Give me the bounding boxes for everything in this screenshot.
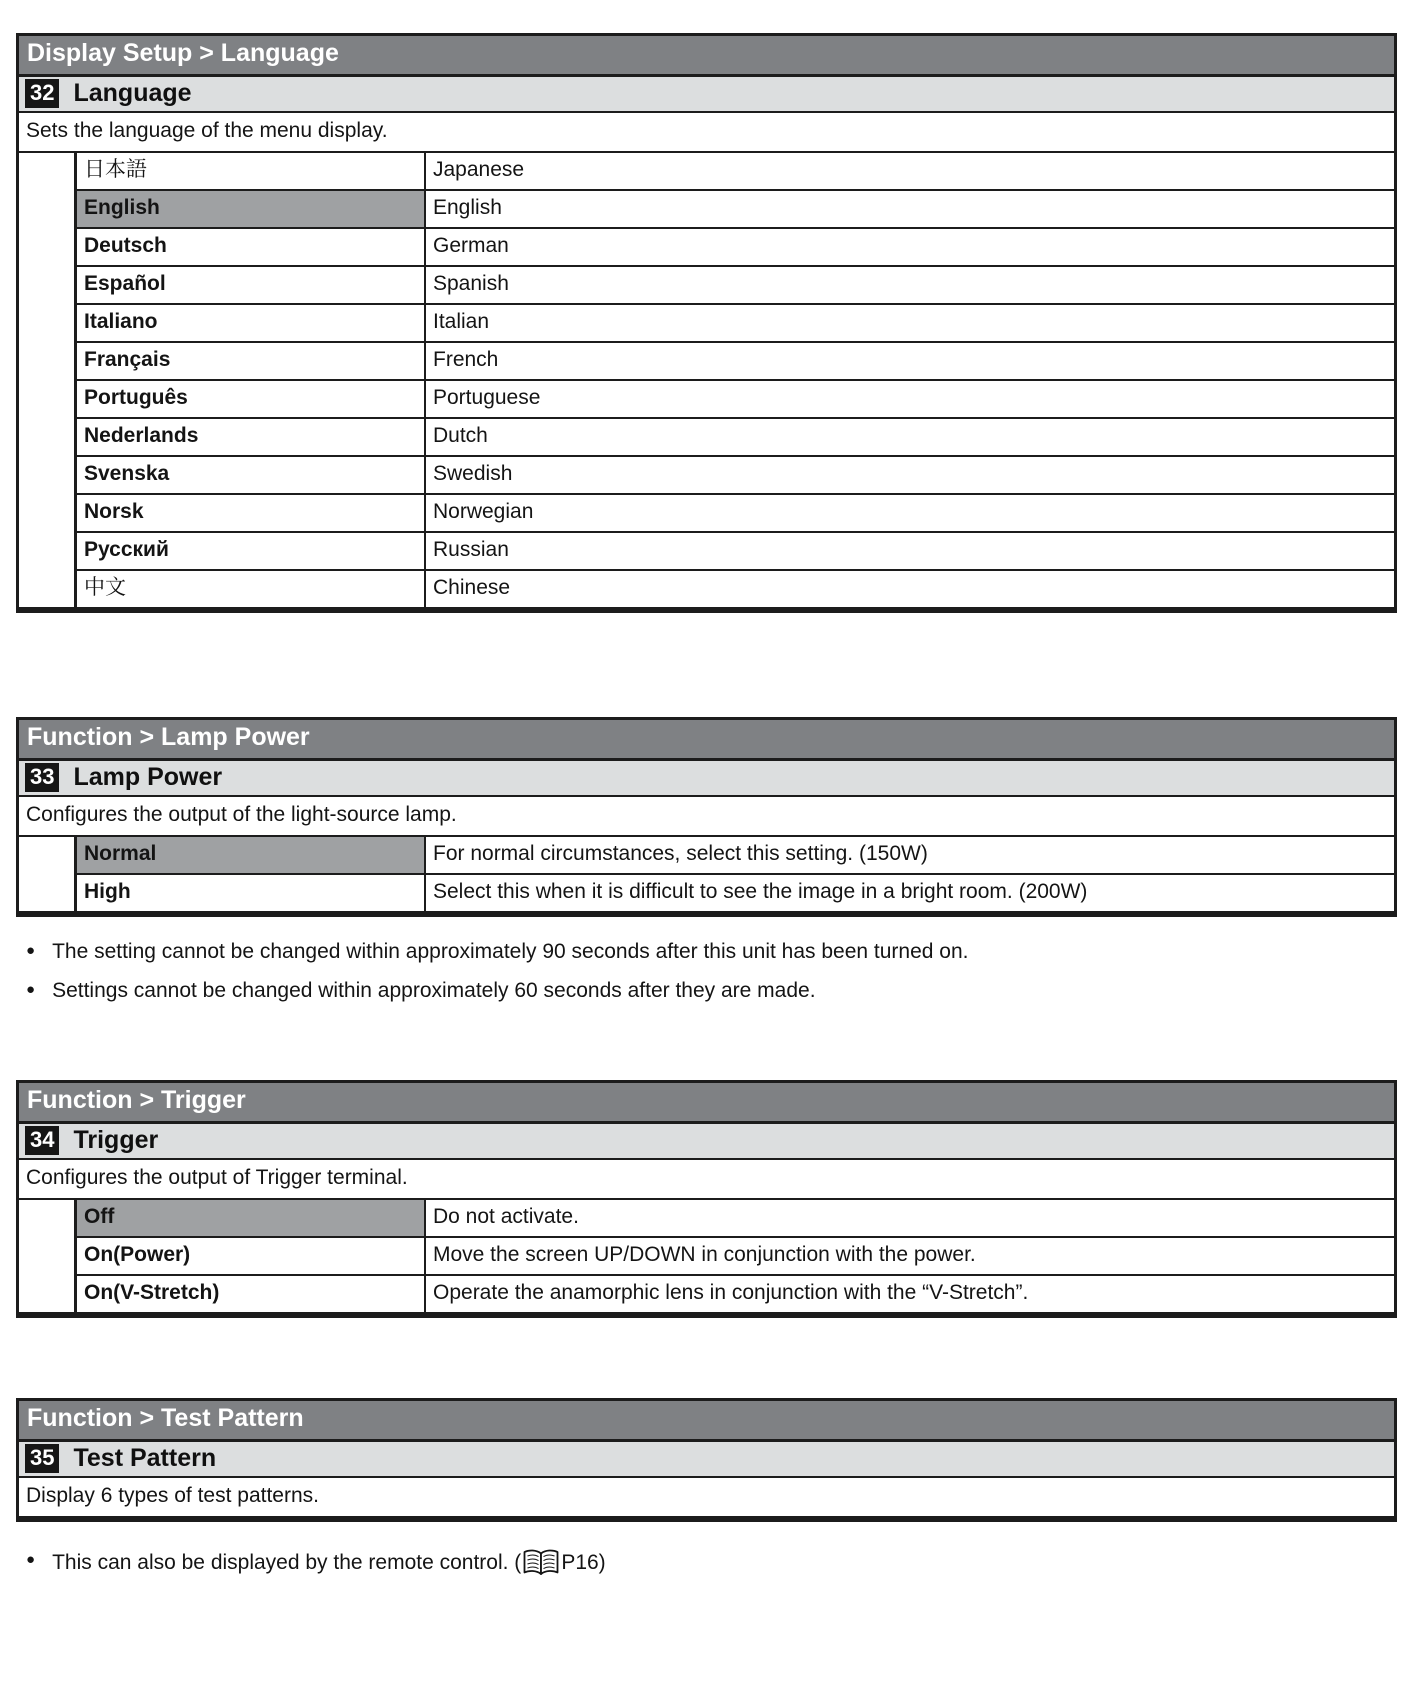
note-text [52,1548,606,1576]
table-rows [77,837,1394,911]
value-cell: Norwegian [433,500,534,523]
section-title: Lamp Power [73,763,223,791]
section-number-badge: 35 [25,1444,59,1473]
option-cell: 中文 [77,571,426,607]
value-cell: Dutch [433,424,488,447]
option-cell: 日本語 [77,153,426,189]
breadcrumb: Function > Trigger [19,1083,1394,1124]
section-number-badge: 34 [25,1126,59,1155]
section-number-badge: 33 [25,763,59,792]
section-title: Test Pattern [73,1444,217,1472]
table-rows [77,153,1394,607]
table-row [77,875,1394,911]
table-row [77,153,1394,191]
value-cell: Swedish [433,462,513,485]
value-cell: Italian [433,310,490,333]
breadcrumb: Display Setup > Language [19,36,1394,77]
table-row [77,381,1394,419]
option-cell: Português [77,381,426,417]
option-cell: Normal [77,837,426,873]
table-indent [19,153,77,607]
table-row [77,229,1394,267]
table-row [77,191,1394,229]
option-cell: Deutsch [77,229,426,265]
open-book-icon [522,1548,560,1576]
table-row [77,571,1394,607]
option-cell: High [77,875,426,911]
bullet-icon: ● [26,1551,36,1568]
section-number-badge: 32 [25,79,59,108]
value-cell: Operate the anamorphic lens in conjunction with the “V-Stretch”. [433,1281,1029,1304]
table-row [77,267,1394,305]
breadcrumb: Function > Test Pattern [19,1401,1394,1442]
note-item [26,939,1397,965]
breadcrumb: Function > Lamp Power [19,720,1394,761]
note-item [26,978,1397,1004]
option-cell: Italiano [77,305,426,341]
table-row [77,837,1394,875]
value-cell: Do not activate. [433,1205,579,1228]
option-cell: On(V-Stretch) [77,1276,426,1312]
note-text: Settings cannot be changed within approximately 60 seconds after they are made. [52,979,816,1002]
section-subheader [19,1442,1394,1478]
value-cell: Spanish [433,272,509,295]
table-row [77,1200,1394,1238]
bullet-icon: ● [26,942,36,959]
section-subheader [19,77,1394,113]
option-cell: Norsk [77,495,426,531]
section-title: Language [73,79,192,107]
section-title: Trigger [73,1126,159,1154]
option-cell: Español [77,267,426,303]
table-indent [19,837,77,911]
section-description: Configures the output of Trigger terminal. [19,1160,1394,1200]
section-description: Sets the language of the menu display. [19,113,1394,153]
table-row [77,419,1394,457]
table-row [77,457,1394,495]
option-cell: Nederlands [77,419,426,455]
section-subheader [19,1124,1394,1160]
value-cell: Move the screen UP/DOWN in conjunction with the power. [433,1243,976,1266]
option-cell: Off [77,1200,426,1236]
section-subheader [19,761,1394,797]
note-text-before-ref: This can also be displayed by the remote control. ( [52,1551,522,1574]
option-cell: Русский [77,533,426,569]
notes-list [26,939,1397,1004]
table-row [77,343,1394,381]
page-reference: P16) [561,1551,606,1574]
section-description: Configures the output of the light-source lamp. [19,797,1394,837]
note-text: The setting cannot be changed within approximately 90 seconds after this unit has been turned on. [52,940,969,963]
option-cell: Svenska [77,457,426,493]
value-cell: Select this when it is difficult to see the image in a bright room. (200W) [433,880,1088,903]
options-table [19,837,1394,911]
option-cell: Français [77,343,426,379]
table-row [77,305,1394,343]
option-cell: English [77,191,426,227]
table-row [77,533,1394,571]
section-test-pattern [16,1398,1397,1522]
value-cell: For normal circumstances, select this setting. (150W) [433,842,928,865]
bullet-icon: ● [26,981,36,998]
section-description: Display 6 types of test patterns. [26,1484,319,1507]
value-cell: Chinese [433,576,511,599]
value-cell: Japanese [433,158,525,181]
value-cell: French [433,348,499,371]
value-cell: German [433,234,509,257]
table-indent [19,1200,77,1312]
value-cell: Portuguese [433,386,541,409]
table-rows [77,1200,1394,1312]
options-table [19,153,1394,607]
options-table [19,1200,1394,1312]
section-language [16,33,1397,613]
option-cell: On(Power) [77,1238,426,1274]
section-lamp-power [16,717,1397,917]
table-row [77,495,1394,533]
table-row [77,1238,1394,1276]
section-trigger [16,1080,1397,1318]
notes-list [26,1548,1397,1576]
table-row [77,1276,1394,1312]
value-cell: Russian [433,538,509,561]
note-item [26,1548,1397,1576]
value-cell: English [433,196,502,219]
